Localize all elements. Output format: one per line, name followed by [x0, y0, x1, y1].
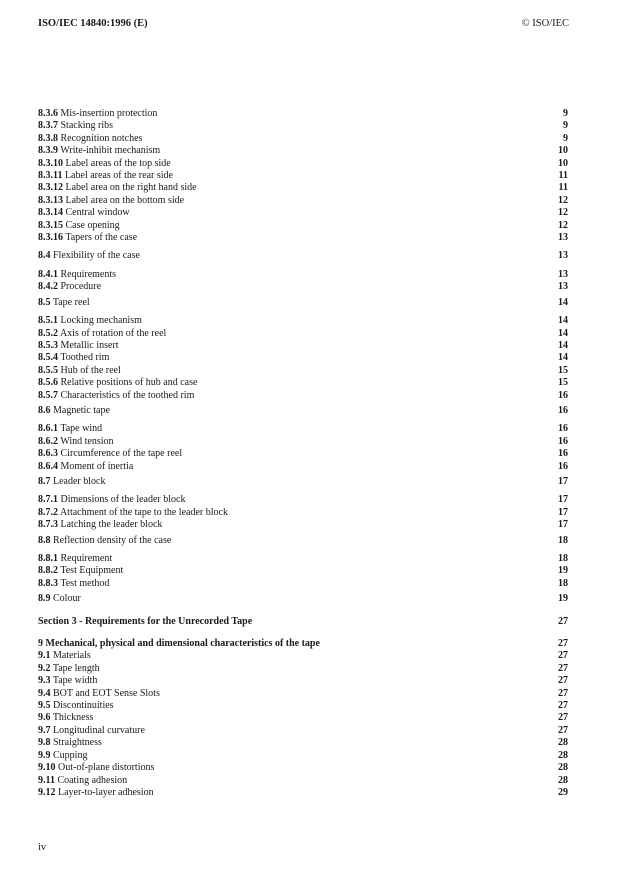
toc-entry[interactable]	[38, 519, 568, 531]
toc-entry-number: 9.7	[38, 724, 51, 736]
toc-entry[interactable]	[38, 448, 568, 460]
toc-entry-label	[38, 461, 133, 473]
toc-entry-title: Test method	[60, 577, 110, 589]
toc-entry-number: 8.4	[38, 250, 51, 262]
toc-entry-label	[38, 476, 105, 488]
toc-entry-label	[38, 195, 184, 207]
toc-entry-page: 13	[558, 268, 568, 280]
toc-entry-page: 27	[558, 675, 568, 687]
toc-entry-number: 8.5.3	[38, 339, 58, 351]
toc-entry-page: 13	[558, 281, 568, 293]
toc-entry[interactable]	[38, 340, 568, 352]
toc-entry-page: 14	[558, 327, 568, 339]
toc-entry-label	[38, 269, 116, 281]
toc-entry-title: Flexibility of the case	[53, 250, 140, 262]
toc-entry-page: 9	[563, 108, 568, 119]
toc-entry-number: 8.3.15	[38, 219, 63, 231]
toc-entry-page: 27	[558, 662, 568, 674]
toc-entry-page: 13	[558, 232, 568, 244]
toc-entry[interactable]	[38, 553, 568, 565]
toc-entry-title: Label area on the bottom side	[65, 194, 185, 206]
toc-entry-title: Requirement	[60, 553, 113, 564]
toc-entry[interactable]	[38, 220, 568, 232]
toc-entry-label	[38, 133, 142, 145]
toc-entry-page: 18	[558, 534, 568, 546]
toc-entry[interactable]	[38, 535, 568, 547]
toc-entry-label	[38, 352, 109, 364]
toc-entry-number: 8.8.3	[38, 577, 58, 589]
toc-entry[interactable]	[38, 688, 568, 700]
toc-entry-title: Procedure	[60, 281, 102, 293]
toc-entry[interactable]	[38, 170, 568, 182]
toc-entry-label	[38, 593, 81, 605]
toc-entry-title: Tape length	[52, 662, 100, 674]
toc-entry[interactable]	[38, 750, 568, 762]
toc-entry-label	[38, 108, 157, 120]
toc-entry[interactable]	[38, 269, 568, 281]
toc-entry-page: 27	[558, 700, 568, 712]
toc-entry[interactable]	[38, 476, 568, 488]
toc-entry-title: Characteristics of the toothed rim	[60, 389, 195, 401]
toc-entry-page: 17	[558, 494, 568, 506]
toc-entry-label	[38, 750, 87, 762]
toc-entry-label	[38, 762, 154, 774]
toc-entry-page: 10	[558, 145, 568, 157]
toc-entry-page: 9	[563, 120, 568, 132]
toc-entry-title: Straightness	[53, 737, 102, 749]
toc-entry[interactable]	[38, 787, 568, 799]
toc-entry-page: 13	[558, 250, 568, 262]
toc-entry[interactable]	[38, 352, 568, 364]
toc-entry-title: Central window	[65, 207, 130, 219]
toc-entry[interactable]	[38, 207, 568, 219]
toc-entry-page: 16	[558, 460, 568, 472]
toc-entry-title: Materials	[53, 650, 91, 662]
toc-entry-title: Tape wind	[60, 423, 103, 435]
toc-entry-page: 16	[558, 423, 568, 435]
toc-entry-number: 8.5	[38, 296, 51, 308]
toc-entry-number: 8.5.6	[38, 377, 58, 389]
toc-entry-number: 8.3.12	[38, 182, 63, 194]
toc-entry-page: 14	[558, 339, 568, 351]
toc-entry-title: Hub of the reel	[60, 364, 121, 376]
toc-entry-page: 10	[558, 157, 568, 169]
toc-entry[interactable]	[38, 328, 568, 340]
toc-entry-label	[38, 377, 197, 389]
toc-entry-title: Wind tension	[60, 435, 114, 447]
toc-entry[interactable]	[38, 405, 568, 417]
toc-entry-number: 8.3.14	[38, 207, 63, 219]
toc-entry[interactable]	[38, 762, 568, 774]
toc-entry[interactable]	[38, 120, 568, 132]
header-doc-id: ISO/IEC 14840:1996 (E)	[38, 18, 148, 29]
toc-entry-title: Dimensions of the leader block	[60, 494, 186, 506]
toc-entry-page: 14	[558, 296, 568, 308]
toc-entry-number: 8.5.7	[38, 389, 58, 401]
toc-entry-page: 29	[558, 786, 568, 798]
toc-entry-label	[38, 663, 100, 675]
toc-entry-page: 19	[558, 593, 568, 605]
toc-entry[interactable]	[38, 461, 568, 473]
toc-entry-number: 8.6.4	[38, 460, 58, 472]
toc-entry-title: Test Equipment	[60, 565, 124, 577]
toc-entry-page: 14	[558, 315, 568, 327]
toc-entry[interactable]	[38, 365, 568, 377]
toc-entry-title: Tape width	[52, 675, 98, 687]
toc-entry-page: 28	[558, 774, 568, 786]
toc-entry-title: Write-inhibit mechanism	[60, 145, 161, 157]
toc-entry-page: 9	[563, 132, 568, 144]
toc-entry-number: 8.3.8	[38, 132, 58, 144]
toc-entry-number: 8.6.1	[38, 423, 58, 435]
toc-entry-title: Stacking ribs	[60, 120, 113, 132]
toc-entry[interactable]	[38, 593, 568, 605]
toc-entry-title: Relative positions of hub and case	[60, 377, 198, 389]
toc-entry-number: 8.4.1	[38, 268, 58, 280]
toc-entry-label	[38, 616, 252, 628]
toc-entry-title: Discontinuities	[53, 700, 114, 712]
toc-entry[interactable]	[38, 775, 568, 787]
table-of-contents	[38, 108, 568, 799]
toc-entry[interactable]	[38, 108, 568, 120]
toc-entry-page: 27	[558, 615, 568, 627]
toc-entry[interactable]	[38, 700, 568, 712]
toc-entry-number: 8.3.13	[38, 194, 63, 206]
toc-entry[interactable]	[38, 436, 568, 448]
toc-entry-label	[38, 250, 140, 262]
toc-entry-title: Cupping	[53, 749, 88, 761]
toc-entry-title: Mis-insertion protection	[60, 108, 158, 119]
toc-entry-label	[38, 436, 114, 448]
toc-entry[interactable]	[38, 565, 568, 577]
toc-entry-number: 9.11	[38, 774, 55, 786]
toc-entry-title: Requirements	[60, 268, 117, 280]
toc-entry[interactable]	[38, 712, 568, 724]
toc-entry[interactable]	[38, 281, 568, 293]
toc-entry-page: 17	[558, 519, 568, 531]
toc-entry-page: 12	[558, 219, 568, 231]
toc-entry-number: 8.3.7	[38, 120, 58, 132]
toc-entry-page: 11	[558, 170, 568, 182]
toc-entry-title: Recognition notches	[60, 132, 143, 144]
toc-entry-title: Label areas of the rear side	[64, 170, 173, 182]
toc-entry-label	[38, 737, 102, 749]
toc-entry[interactable]	[38, 663, 568, 675]
toc-entry[interactable]	[38, 423, 568, 435]
toc-entry[interactable]	[38, 494, 568, 506]
toc-entry-page: 18	[558, 577, 568, 589]
toc-entry-label	[38, 700, 114, 712]
toc-entry[interactable]	[38, 145, 568, 157]
toc-entry-title: Label area on the right hand side	[65, 182, 197, 194]
toc-entry[interactable]	[38, 650, 568, 662]
toc-entry-page: 16	[558, 404, 568, 416]
toc-entry-page: 14	[558, 352, 568, 364]
toc-entry-number: 8.8.1	[38, 553, 58, 564]
toc-entry-title: Axis of rotation of the reel	[59, 327, 167, 339]
toc-entry-label	[38, 281, 101, 293]
toc-entry-label	[38, 423, 102, 435]
header-copyright: © ISO/IEC	[521, 18, 569, 29]
toc-entry-number: 9.1	[38, 650, 51, 662]
toc-entry-number: 8.5.2	[38, 327, 58, 339]
toc-entry-page: 28	[558, 762, 568, 774]
toc-entry-page: 16	[558, 389, 568, 401]
toc-entry-title: - Requirements for the Unrecorded Tape	[76, 615, 253, 627]
toc-entry-label	[38, 638, 320, 650]
toc-entry[interactable]	[38, 315, 568, 327]
toc-entry[interactable]	[38, 232, 568, 244]
toc-entry-number: 8.8.2	[38, 565, 58, 577]
toc-entry-title: Label areas of the top side	[65, 157, 171, 169]
toc-entry-number: 8.7	[38, 475, 51, 487]
toc-entry-title: Locking mechanism	[60, 315, 142, 327]
toc-entry-label	[38, 507, 228, 519]
toc-entry-page: 27	[558, 687, 568, 699]
toc-entry-number: 8.3.10	[38, 157, 63, 169]
toc-entry-page: 27	[558, 724, 568, 736]
toc-entry-label	[38, 448, 182, 460]
toc-entry[interactable]	[38, 578, 568, 590]
toc-entry-title: Metallic insert	[60, 339, 119, 351]
toc-entry-label	[38, 207, 130, 219]
toc-entry-page: 27	[558, 638, 568, 650]
toc-entry[interactable]	[38, 250, 568, 262]
toc-entry-label	[38, 340, 119, 352]
toc-entry-label	[38, 650, 91, 662]
toc-entry-number: 9.6	[38, 712, 51, 724]
toc-entry-label	[38, 725, 145, 737]
toc-entry-number: 8.6.2	[38, 435, 58, 447]
toc-entry-label	[38, 297, 90, 309]
toc-entry[interactable]	[38, 297, 568, 309]
toc-entry-number: 9.5	[38, 700, 51, 712]
toc-entry-title: Attachment of the tape to the leader block	[59, 506, 228, 518]
toc-entry[interactable]	[38, 377, 568, 389]
toc-entry-title: Moment of inertia	[60, 460, 134, 472]
toc-entry-page: 12	[558, 207, 568, 219]
toc-entry-page: 28	[558, 749, 568, 761]
toc-entry-label	[38, 120, 113, 132]
toc-entry-number: 8.5.4	[38, 352, 58, 364]
toc-entry-page: 17	[558, 475, 568, 487]
toc-entry-title: Reflection density of the case	[53, 534, 172, 546]
toc-entry-label	[38, 390, 194, 402]
toc-entry-title: Leader block	[53, 475, 106, 487]
toc-entry-page: 27	[558, 650, 568, 662]
toc-entry-label	[38, 158, 171, 170]
toc-entry-number: 9.9	[38, 749, 51, 761]
toc-entry-page: 18	[558, 553, 568, 564]
toc-entry-label	[38, 494, 185, 506]
toc-entry-title: Longitudinal curvature	[53, 724, 145, 736]
toc-entry-title: BOT and EOT Sense Slots	[53, 687, 160, 699]
toc-entry-label	[38, 565, 123, 577]
toc-entry-label	[38, 170, 173, 182]
toc-entry-title: Layer-to-layer adhesion	[58, 786, 154, 798]
toc-entry-label	[38, 232, 137, 244]
toc-entry-label	[38, 315, 142, 327]
toc-entry-label	[38, 328, 166, 340]
toc-entry-title: Thickness	[52, 712, 94, 724]
toc-entry-label	[38, 535, 171, 547]
toc-entry-label	[38, 365, 121, 377]
toc-entry-number: 8.3.11	[38, 170, 63, 182]
toc-entry-page: 11	[558, 182, 568, 194]
toc-entry-number: 8.7.1	[38, 494, 58, 506]
page-number-footer: iv	[38, 842, 47, 853]
toc-entry-label	[38, 787, 154, 799]
toc-entry-label	[38, 775, 127, 787]
toc-entry-label	[38, 145, 160, 157]
toc-entry-title: Mechanical, physical and dimensional characteristics of the tape	[45, 638, 320, 650]
toc-entry-title: Case opening	[65, 219, 120, 231]
toc-entry-title: Circumference of the tape reel	[60, 448, 183, 460]
toc-entry-number: Section 3	[38, 615, 77, 627]
toc-entry-page: 15	[558, 364, 568, 376]
toc-entry-title: Tape reel	[52, 296, 90, 308]
toc-entry[interactable]	[38, 133, 568, 145]
toc-entry-label	[38, 688, 160, 700]
toc-entry-page: 16	[558, 448, 568, 460]
toc-entry-number: 8.3.6	[38, 108, 58, 119]
toc-entry[interactable]	[38, 725, 568, 737]
toc-entry-title: Latching the leader block	[60, 519, 163, 531]
toc-entry-number: 8.5.1	[38, 315, 58, 327]
toc-entry-title: Tapers of the case	[65, 232, 138, 244]
toc-entry-label	[38, 519, 162, 531]
toc-entry-number: 9.2	[38, 662, 51, 674]
toc-entry-number: 8.6.3	[38, 448, 58, 460]
toc-entry[interactable]	[38, 737, 568, 749]
toc-entry-page: 15	[558, 377, 568, 389]
toc-entry-number: 9.3	[38, 675, 51, 687]
toc-entry-page: 17	[558, 506, 568, 518]
toc-entry-label	[38, 578, 109, 590]
toc-entry-label	[38, 675, 97, 687]
toc-entry-number: 8.9	[38, 593, 51, 605]
toc-entry[interactable]	[38, 182, 568, 194]
toc-entry[interactable]	[38, 158, 568, 170]
toc-entry-number: 9.10	[38, 762, 56, 774]
toc-entry[interactable]	[38, 675, 568, 687]
toc-entry[interactable]	[38, 616, 568, 628]
toc-entry-label	[38, 220, 120, 232]
toc-entry[interactable]	[38, 195, 568, 207]
toc-entry-number: 8.4.2	[38, 281, 58, 293]
toc-entry-label	[38, 182, 197, 194]
toc-entry-number: 9.8	[38, 737, 51, 749]
toc-entry-page: 16	[558, 435, 568, 447]
toc-entry-title: Magnetic tape	[53, 404, 110, 416]
toc-entry-page: 12	[558, 194, 568, 206]
toc-entry[interactable]	[38, 507, 568, 519]
toc-entry[interactable]	[38, 390, 568, 402]
toc-entry-number: 8.8	[38, 534, 51, 546]
toc-entry-number: 9.12	[38, 786, 56, 798]
toc-entry-number: 8.7.2	[38, 506, 58, 518]
toc-entry-number: 9.4	[38, 687, 51, 699]
toc-entry-label	[38, 405, 110, 417]
toc-entry-number: 8.5.5	[38, 364, 58, 376]
toc-entry-title: Out-of-plane distortions	[58, 762, 155, 774]
toc-entry-title: Toothed rim	[60, 352, 110, 364]
toc-entry-number: 8.7.3	[38, 519, 58, 531]
toc-entry-number: 8.3.16	[38, 232, 63, 244]
toc-entry-title: Coating adhesion	[57, 774, 128, 786]
toc-entry-number: 8.6	[38, 404, 51, 416]
toc-entry-page: 27	[558, 712, 568, 724]
toc-entry-number: 9	[38, 638, 43, 650]
toc-entry-number: 8.3.9	[38, 145, 58, 157]
toc-entry[interactable]	[38, 638, 568, 650]
toc-entry-label	[38, 712, 93, 724]
toc-entry-page: 28	[558, 737, 568, 749]
toc-entry-title: Colour	[53, 593, 81, 605]
toc-entry-page: 19	[558, 565, 568, 577]
toc-entry-label	[38, 553, 112, 565]
